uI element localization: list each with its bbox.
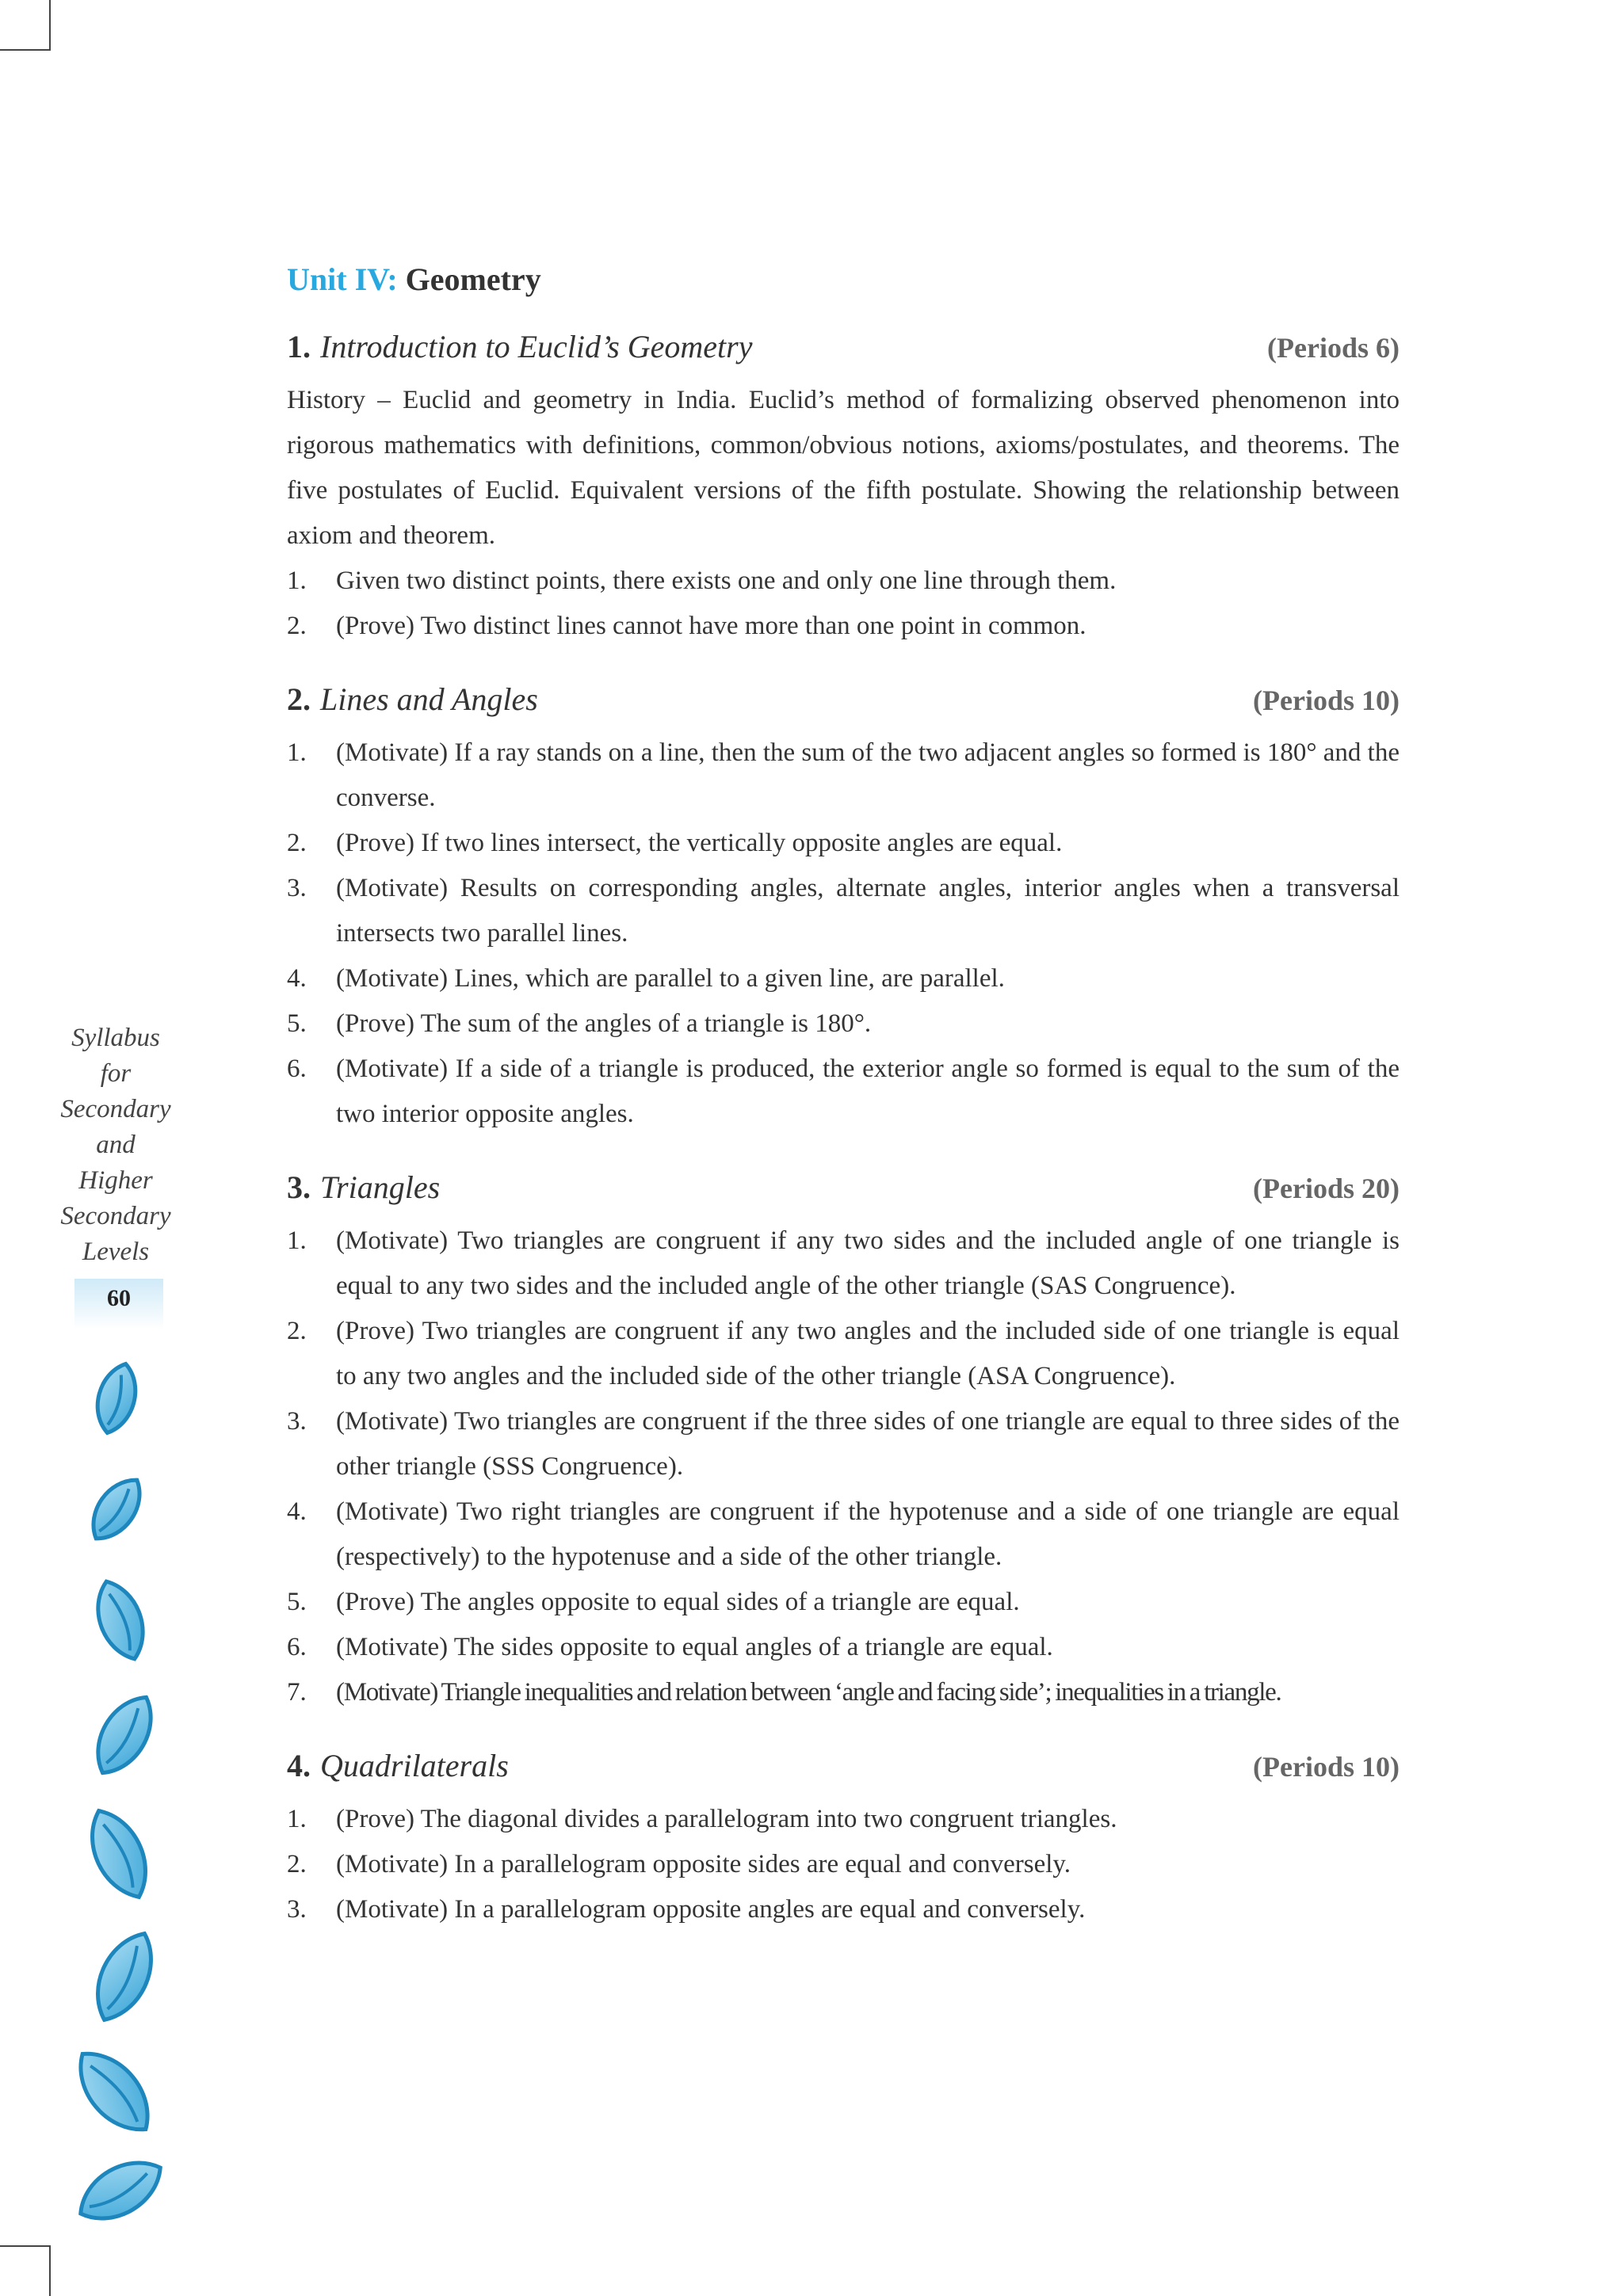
section-title bbox=[287, 677, 538, 722]
list-item bbox=[287, 1309, 1400, 1399]
item-number: 6. bbox=[287, 1055, 307, 1083]
item-text: (Prove) The diagonal divides a parallelogram into two congruent triangles. bbox=[336, 1805, 1117, 1833]
list-item bbox=[287, 1219, 1400, 1309]
list-item bbox=[287, 1887, 1400, 1932]
section-header bbox=[287, 677, 1400, 723]
list-item bbox=[287, 1842, 1400, 1887]
list-item bbox=[287, 604, 1400, 649]
main-content bbox=[287, 260, 1400, 1961]
list-item bbox=[287, 1047, 1400, 1137]
section-periods: (Periods 10) bbox=[1253, 1751, 1400, 1783]
section-number: 2. bbox=[287, 681, 311, 717]
leaf-icon bbox=[87, 1574, 153, 1665]
section-name: Lines and Angles bbox=[320, 681, 538, 717]
leaf-icon bbox=[78, 1802, 159, 1907]
list-item bbox=[287, 1670, 1400, 1715]
item-number: 4. bbox=[287, 1497, 307, 1526]
crop-mark bbox=[49, 2245, 51, 2296]
list-item bbox=[287, 1797, 1400, 1842]
leaf-icon bbox=[64, 2039, 164, 2145]
item-number: 1. bbox=[287, 566, 307, 595]
list-item bbox=[287, 956, 1400, 1001]
item-text: (Prove) The angles opposite to equal sides of a triangle are equal. bbox=[336, 1588, 1020, 1616]
sidebar-line: Higher bbox=[78, 1166, 153, 1195]
leaf-icon bbox=[84, 1687, 165, 1783]
section-lines-angles bbox=[287, 677, 1400, 1137]
item-text: (Prove) Two distinct lines cannot have more than one point in common. bbox=[336, 612, 1086, 640]
section-number: 3. bbox=[287, 1169, 311, 1205]
section-name: Introduction to Euclid’s Geometry bbox=[320, 329, 753, 364]
unit-label: Unit IV: bbox=[287, 261, 398, 297]
section-title bbox=[287, 1744, 509, 1788]
item-number: 3. bbox=[287, 1407, 307, 1436]
page-number: 60 bbox=[74, 1279, 163, 1329]
section-periods: (Periods 20) bbox=[1253, 1173, 1400, 1204]
leaf-icon bbox=[70, 2148, 172, 2233]
crop-mark bbox=[49, 0, 51, 51]
item-number: 5. bbox=[287, 1588, 307, 1616]
item-number: 2. bbox=[287, 1317, 307, 1345]
item-text: (Prove) The sum of the angles of a triangle is 180°. bbox=[336, 1009, 872, 1038]
sidebar-line: and bbox=[96, 1131, 136, 1159]
list-item bbox=[287, 1580, 1400, 1625]
section-periods: (Periods 10) bbox=[1253, 685, 1400, 716]
item-number: 1. bbox=[287, 1226, 307, 1255]
list-item bbox=[287, 866, 1400, 956]
section-title bbox=[287, 325, 752, 369]
list-item bbox=[287, 1001, 1400, 1047]
item-number: 7. bbox=[287, 1678, 307, 1707]
leaf-icon bbox=[84, 1924, 165, 2030]
section-euclid bbox=[287, 325, 1400, 649]
item-text: (Prove) If two lines intersect, the vertically opposite angles are equal. bbox=[336, 829, 1063, 857]
section-name: Triangles bbox=[320, 1169, 441, 1205]
section-periods: (Periods 6) bbox=[1267, 332, 1400, 364]
crop-mark bbox=[0, 2245, 51, 2247]
sidebar-line: Syllabus bbox=[71, 1024, 160, 1052]
item-text: (Motivate) If a ray stands on a line, then the sum of the two adjacent angles so formed is 180° and the converse. bbox=[336, 738, 1400, 812]
list-item bbox=[287, 1625, 1400, 1670]
section-triangles bbox=[287, 1165, 1400, 1715]
item-number: 6. bbox=[287, 1633, 307, 1661]
section-intro: History – Euclid and geometry in India. Euclid’s method of formalizing observed phenomenon into rigorous mathematics with definitions, common/obvious notions, axioms/postulates, and theorems. The five postulates of Euclid. Equivalent versions of the fifth postulate. Showing the relationship between axiom and theorem. bbox=[287, 386, 1400, 550]
item-text: (Motivate) Two triangles are congruent if any two sides and the included angle of one triangle is equal to any two sides and the included angle of the other triangle (SAS Congruence). bbox=[336, 1226, 1400, 1300]
item-text: Given two distinct points, there exists one and only one line through them. bbox=[336, 566, 1117, 595]
item-number: 1. bbox=[287, 738, 307, 767]
unit-heading bbox=[287, 260, 1400, 299]
crop-mark bbox=[0, 49, 51, 51]
section-header bbox=[287, 325, 1400, 370]
section-number: 4. bbox=[287, 1748, 311, 1783]
list-item bbox=[287, 730, 1400, 821]
item-number: 4. bbox=[287, 964, 307, 993]
leaf-decoration bbox=[57, 1355, 176, 2234]
section-title bbox=[287, 1165, 440, 1210]
unit-name: Geometry bbox=[405, 261, 541, 297]
item-number: 3. bbox=[287, 1895, 307, 1924]
item-number: 2. bbox=[287, 1850, 307, 1878]
list-item bbox=[287, 1489, 1400, 1580]
item-text: (Motivate) In a parallelogram opposite sides are equal and conversely. bbox=[336, 1850, 1071, 1878]
list-item bbox=[287, 1399, 1400, 1489]
item-number: 1. bbox=[287, 1805, 307, 1833]
item-number: 5. bbox=[287, 1009, 307, 1038]
section-header bbox=[287, 1744, 1400, 1789]
sidebar-line: for bbox=[100, 1059, 132, 1088]
section-header bbox=[287, 1165, 1400, 1211]
section-quadrilaterals bbox=[287, 1744, 1400, 1932]
item-text: (Motivate) In a parallelogram opposite angles are equal and conversely. bbox=[336, 1895, 1086, 1924]
item-number: 3. bbox=[287, 874, 307, 902]
item-text: (Motivate) Two right triangles are congruent if the hypotenuse and a side of one triangle are equal (respectively) to the hypotenuse and a side of the other triangle. bbox=[336, 1497, 1400, 1571]
sidebar-line: Secondary bbox=[60, 1202, 171, 1230]
item-text: (Prove) Two triangles are congruent if any two angles and the included side of one triangle is equal to any two angles and the included side of the other triangle (ASA Congruence). bbox=[336, 1317, 1400, 1390]
item-text: (Motivate) Triangle inequalities and relation between ‘angle and facing side’; inequalities in a triangle. bbox=[336, 1678, 1281, 1707]
leaf-icon bbox=[82, 1470, 151, 1549]
section-name: Quadrilaterals bbox=[320, 1748, 509, 1783]
sidebar-line: Secondary bbox=[60, 1095, 171, 1123]
item-text: (Motivate) Two triangles are congruent if the three sides of one triangle are equal to three sides of the other triangle (SSS Congruence). bbox=[336, 1407, 1400, 1481]
item-number: 2. bbox=[287, 612, 307, 640]
item-text: (Motivate) The sides opposite to equal angles of a triangle are equal. bbox=[336, 1633, 1053, 1661]
section-number: 1. bbox=[287, 329, 311, 364]
sidebar-label bbox=[60, 1020, 171, 1270]
item-text: (Motivate) Lines, which are parallel to a given line, are parallel. bbox=[336, 964, 1005, 993]
item-text: (Motivate) If a side of a triangle is produced, the exterior angle so formed is equal to the sum of the two interior opposite angles. bbox=[336, 1055, 1400, 1128]
sidebar-line: Levels bbox=[82, 1238, 150, 1266]
item-text: (Motivate) Results on corresponding angles, alternate angles, interior angles when a transversal intersects two parallel lines. bbox=[336, 874, 1400, 948]
list-item bbox=[287, 559, 1400, 604]
list-item bbox=[287, 821, 1400, 866]
leaf-icon bbox=[90, 1360, 143, 1438]
item-number: 2. bbox=[287, 829, 307, 857]
